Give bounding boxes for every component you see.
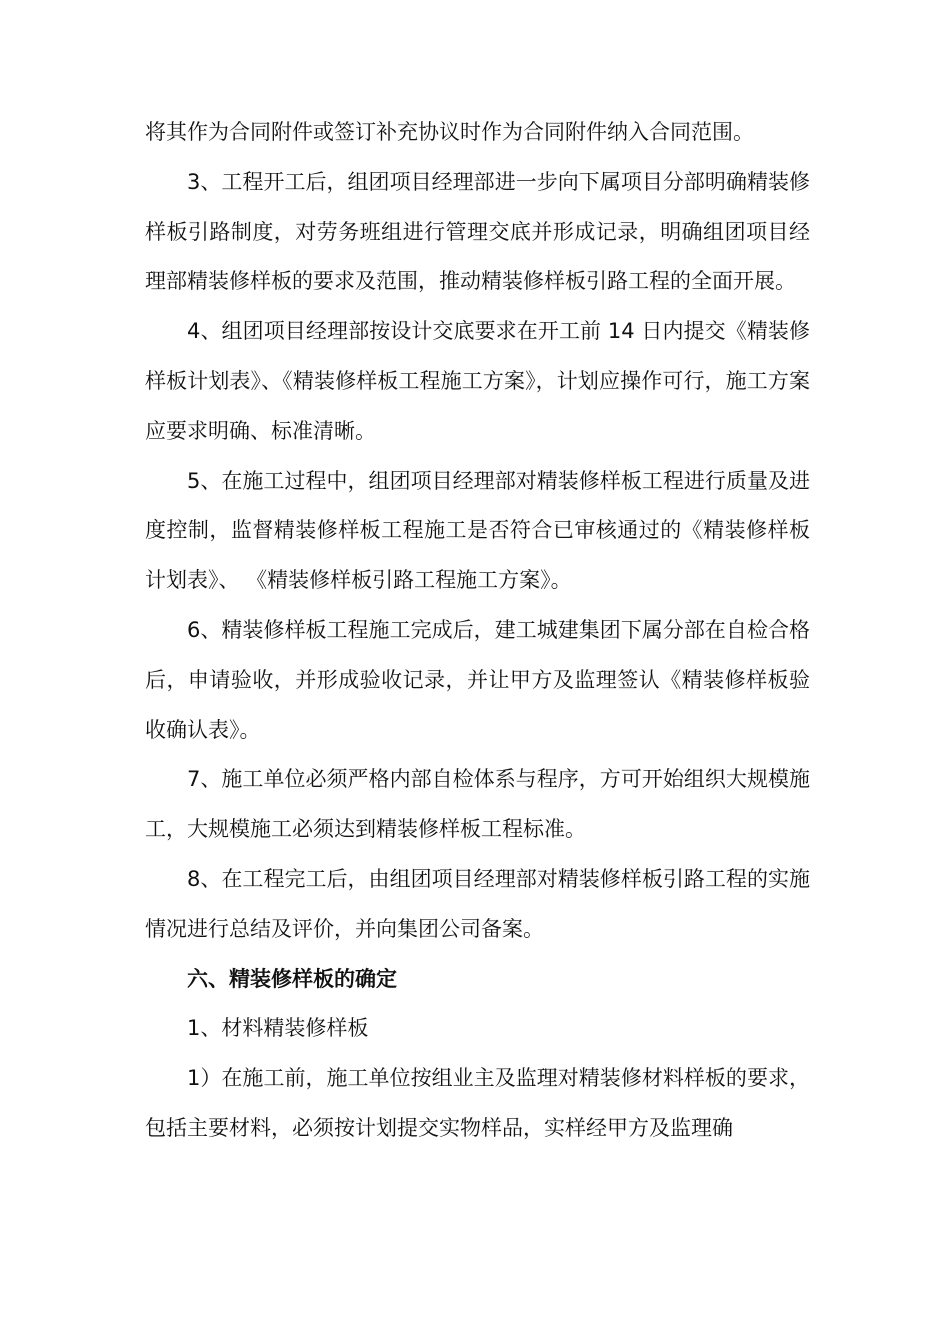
paragraph-item-8: 8、在工程完工后，由组团项目经理部对精装修样板引路工程的实施情况进行总结及评价，并向集团公司备案。 [145, 866, 810, 941]
document-body [145, 108, 810, 1154]
section-heading: 六、精装修样板的确定 [187, 966, 397, 991]
paragraph-item-6: 6、精装修样板工程施工完成后，建工城建集团下属分部在自检合格后，申请验收，并形成验收记录，并让甲方及监理签认《精装修样板验收确认表》。 [145, 617, 810, 742]
subsection-heading: 1、材料精装修样板 [187, 1016, 369, 1041]
paragraph-item-3: 3、工程开工后，组团项目经理部进一步向下属项目分部明确精装修样板引路制度，对劳务班组进行管理交底并形成记录，明确组团项目经理部精装修样板的要求及范围，推动精装修样板引路工程的全面开展。 [145, 169, 810, 294]
paragraph-subitem-1: 1）在施工前，施工单位按组业主及监理对精装修材料样板的要求，包括主要材料，必须按计划提交实物样品，实样经甲方及监理确 [145, 1066, 810, 1140]
paragraph-continuation: 将其作为合同附件或签订补充协议时作为合同附件纳入合同范围。 [145, 120, 754, 144]
paragraph-item-4: 4、组团项目经理部按设计交底要求在开工前 14 日内提交《精装修样板计划表》、《精装修样板工程施工方案》，计划应操作可行，施工方案应要求明确、标准清晰。 [145, 319, 810, 443]
paragraph-item-5: 5、在施工过程中，组团项目经理部对精装修样板工程进行质量及进度控制，监督精装修样板工程施工是否符合已审核通过的《精装修样板计划表》、 《精装修样板引路工程施工方案》。 [145, 468, 810, 593]
paragraph-item-7: 7、施工单位必须严格内部自检体系与程序，方可开始组织大规模施工，大规模施工必须达到精装修样板工程标准。 [145, 767, 810, 842]
